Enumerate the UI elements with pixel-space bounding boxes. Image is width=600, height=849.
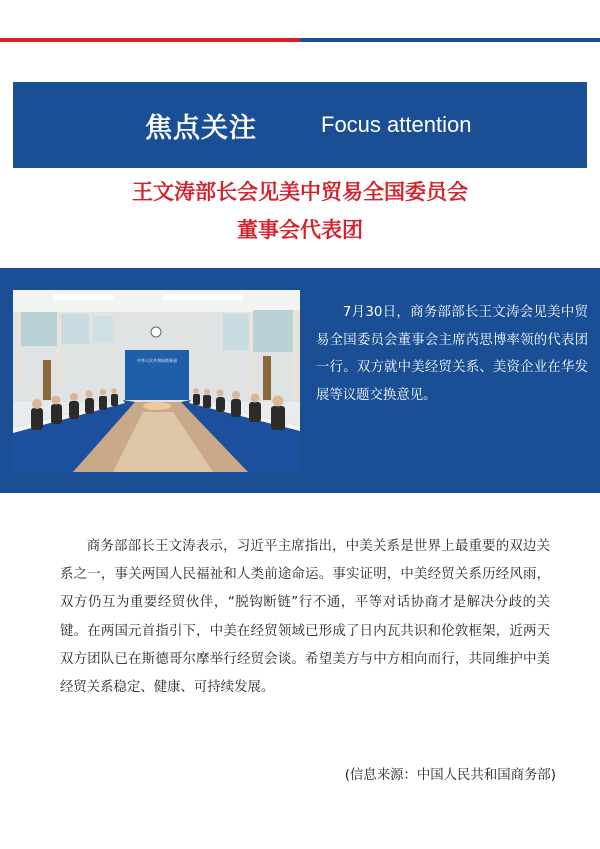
lead-paragraph: 7月30日，商务部部长王文涛会见美中贸易全国委员会董事会主席芮思博率领的代表团一行。双方就中美经贸关系、美资企业在华发展等议题交换意见。 <box>316 305 588 403</box>
headline-line-2: 董事会代表团 <box>237 218 363 242</box>
section-title-cn: 焦点关注 <box>145 113 257 144</box>
section-banner <box>13 82 587 168</box>
section-title-en: Focus attention <box>321 112 472 137</box>
top-rule <box>0 38 600 42</box>
top-rule-blue <box>300 38 600 42</box>
top-rule-red <box>0 38 300 42</box>
headline-line-1: 王文涛部长会见美中贸易全国委员会 <box>132 180 468 204</box>
lead-panel <box>0 268 600 493</box>
meeting-photo <box>13 290 300 472</box>
source-note: (信息来源：中国人民共和国商务部) <box>344 768 556 783</box>
body-paragraph: 商务部部长王文涛表示，习近平主席指出，中美关系是世界上最重要的双边关系之一，事关两国人民福祉和人类前途命运。事实证明，中美经贸关系历经风雨，双方仍互为重要经贸伙伴，“脱钩断链”行不通，平等对话协商才是解决分歧的关键。在两国元首指引下，中美在经贸领域已形成了日内瓦共识和伦敦框架，近两天双方团队已在斯德哥尔摩举行经贸会谈。希望美方与中方相向而行，共同维护中美经贸关系稳定、健康、可持续发展。 <box>60 539 550 696</box>
backdrop-caption: 中华人民共和国商务部 <box>137 358 177 363</box>
